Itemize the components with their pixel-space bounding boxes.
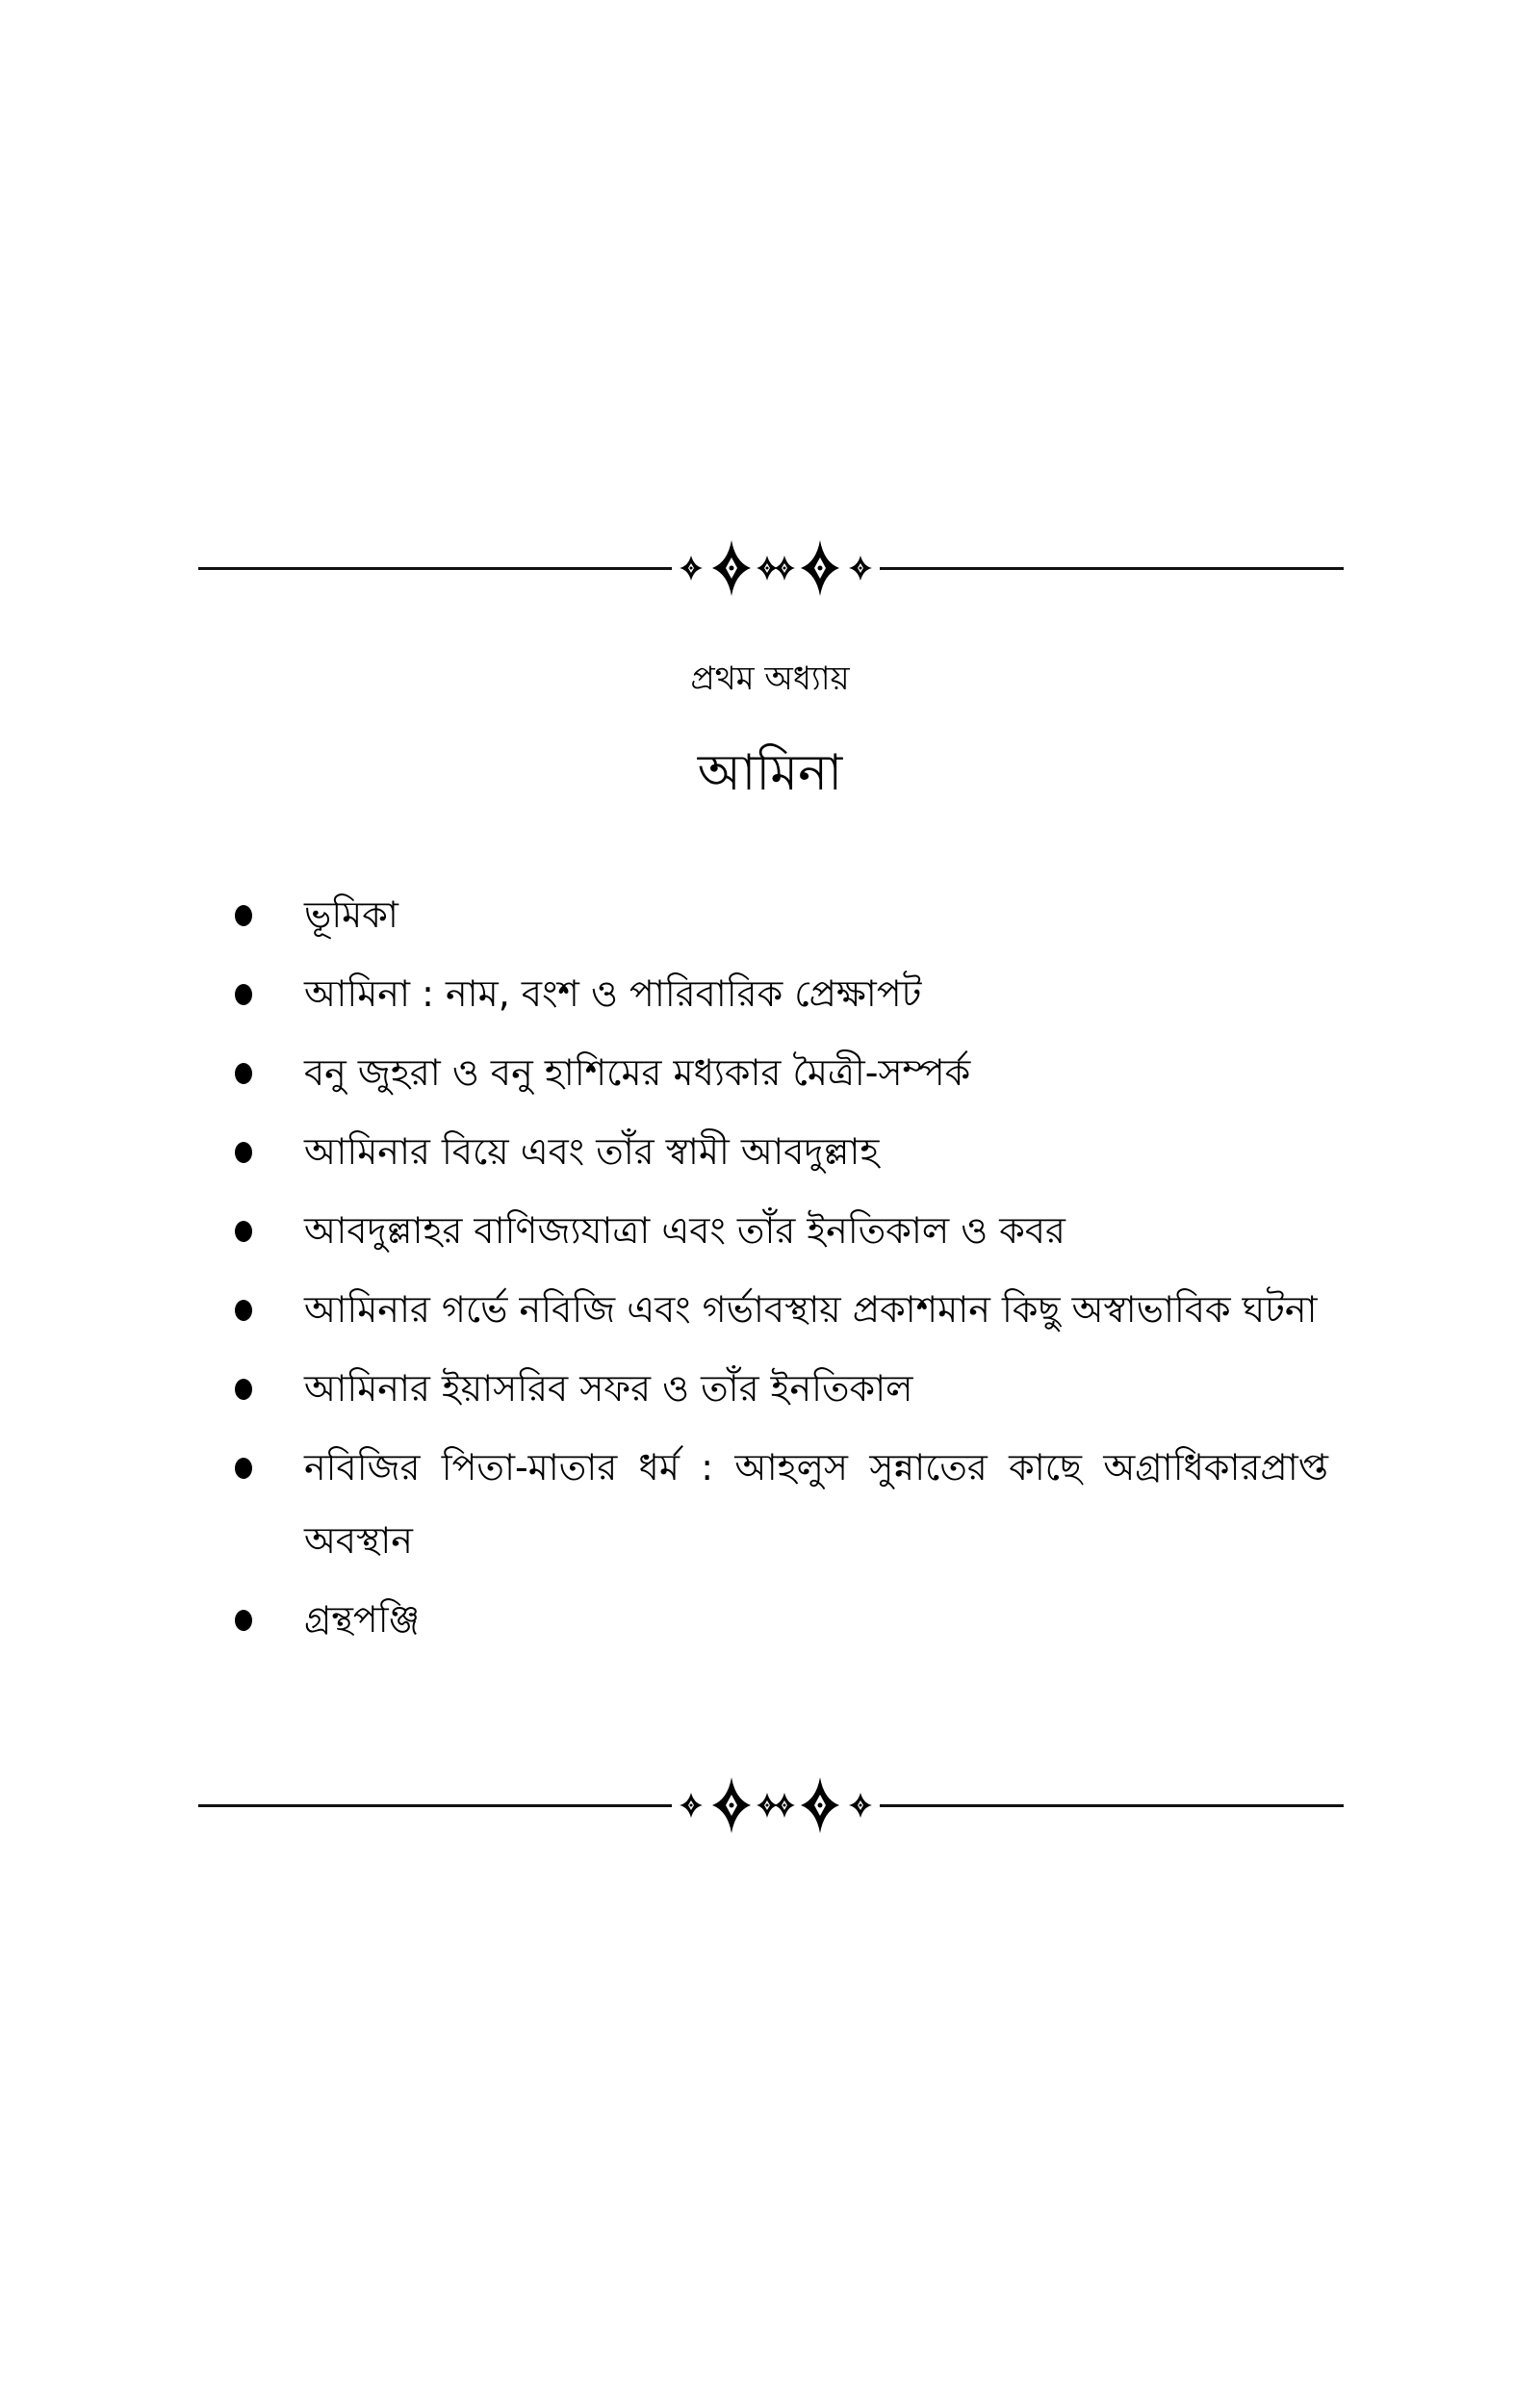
list-item-text: নবিজির পিতা-মাতার ধর্ম : আহলুস সুন্নাতের কাছে অগ্রাধিকারপ্রাপ্ত অবস্থান	[304, 1446, 1328, 1562]
bullet-icon	[235, 1063, 252, 1084]
bullet-icon	[235, 905, 252, 926]
bullet-icon	[235, 1458, 252, 1479]
four-point-star-ornament-icon	[668, 534, 884, 602]
ornamental-divider-top	[198, 534, 1344, 602]
list-item-text: আমিনার বিয়ে এবং তাঁর স্বামী আবদুল্লাহ	[304, 1130, 880, 1173]
divider-rule-right	[880, 567, 1344, 570]
list-item	[221, 1036, 1328, 1109]
chapter-label: প্রথম অধ্যায়	[690, 660, 850, 698]
list-item	[221, 1431, 1328, 1577]
list-item-text: ভূমিকা	[304, 893, 398, 936]
divider-rule-left	[198, 1804, 672, 1807]
list-item	[221, 1115, 1328, 1188]
list-item	[221, 878, 1328, 951]
list-item-text: আমিনা : নাম, বংশ ও পারিবারিক প্রেক্ষাপট	[304, 972, 922, 1015]
bullet-icon	[235, 1142, 252, 1163]
list-item	[221, 1583, 1328, 1656]
four-point-star-ornament-icon	[668, 1772, 884, 1839]
chapter-contents-list	[221, 878, 1328, 1662]
divider-rule-right	[880, 1804, 1344, 1807]
divider-rule-left	[198, 567, 672, 570]
list-item-text: আমিনার গর্ভে নবিজি এবং গর্ভাবস্থায় প্রকাশমান কিছু অস্বাভাবিক ঘটনা	[304, 1288, 1318, 1331]
list-item	[221, 1194, 1328, 1267]
bullet-icon	[235, 1221, 252, 1242]
list-item-text: বনু জুহরা ও বনু হাশিমের মধ্যকার মৈত্রী-সম্পর্ক	[304, 1051, 971, 1094]
list-item-text: আবদুল্লাহর বাণিজ্যযাত্রা এবং তাঁর ইনতিকাল ও কবর	[304, 1209, 1065, 1252]
list-item	[221, 1273, 1328, 1346]
ornamental-divider-bottom	[198, 1772, 1344, 1839]
bullet-icon	[235, 1300, 252, 1321]
bullet-icon	[235, 984, 252, 1005]
list-item	[221, 1352, 1328, 1425]
chapter-title: আমিনা	[697, 744, 843, 802]
list-item-text: গ্রন্থপঞ্জি	[304, 1598, 421, 1641]
bullet-icon	[235, 1379, 252, 1400]
bullet-icon	[235, 1610, 252, 1631]
list-item	[221, 957, 1328, 1030]
list-item-text: আমিনার ইয়াসরিব সফর ও তাঁর ইনতিকাল	[304, 1367, 913, 1410]
